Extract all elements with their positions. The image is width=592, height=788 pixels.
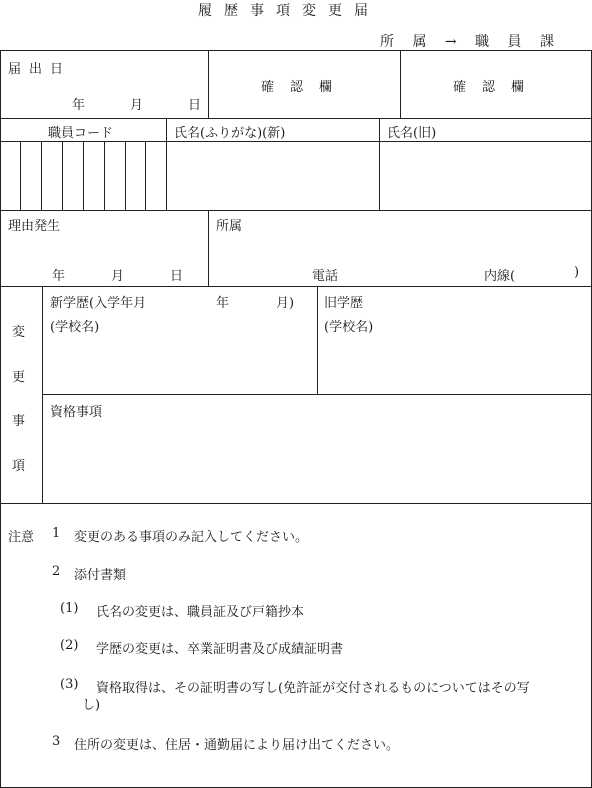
submission-date-label: 届出日 bbox=[8, 62, 72, 77]
changes-side-label-3: 事 bbox=[12, 414, 26, 429]
note-2-number: 2 bbox=[52, 564, 61, 579]
new-education-year-label: 年 bbox=[216, 296, 230, 311]
subnote-1-text: 氏名の変更は、職員証及び戸籍抄本 bbox=[96, 605, 305, 620]
staff-code-label: 職員コード bbox=[48, 126, 114, 141]
subnote-3-number: (3) bbox=[60, 677, 79, 692]
new-school-name-label: (学校名) bbox=[50, 320, 100, 335]
reason-year-label: 年 bbox=[52, 269, 66, 284]
confirm-column-1: 確認欄 bbox=[261, 80, 349, 95]
extension-close: ) bbox=[574, 265, 580, 280]
notes-lead: 注意 bbox=[8, 530, 35, 545]
confirm-column-2: 確認欄 bbox=[453, 80, 541, 95]
form-title: 履歴事項変更届 bbox=[198, 3, 380, 19]
old-school-name-label: (学校名) bbox=[324, 320, 374, 335]
name-new-label: 氏名(ふりがな)(新) bbox=[174, 126, 286, 141]
qualifications-label: 資格事項 bbox=[50, 405, 103, 420]
note-1-text: 変更のある事項のみ記入してください。 bbox=[74, 530, 309, 545]
name-old-label: 氏名(旧) bbox=[387, 126, 437, 141]
extension-label: 内線( bbox=[484, 269, 516, 284]
subnote-2-number: (2) bbox=[60, 638, 79, 653]
reason-month-label: 月 bbox=[111, 269, 125, 284]
routing-line: 所 属 → 職 員 課 bbox=[380, 34, 561, 50]
new-education-month-label: 月) bbox=[276, 296, 295, 311]
new-education-label: 新学歴(入学年月 bbox=[50, 296, 147, 311]
subnote-3-text: 資格取得は、その証明書の写し(免許証が交付されるものについてはその写 bbox=[96, 681, 530, 696]
phone-label: 電話 bbox=[312, 269, 339, 284]
affiliation-label: 所属 bbox=[216, 219, 243, 234]
subnote-2-text: 学歴の変更は、卒業証明書及び成績証明書 bbox=[96, 642, 344, 657]
submission-year-label: 年 bbox=[72, 98, 86, 113]
note-2-text: 添付書類 bbox=[74, 568, 127, 583]
submission-month-label: 月 bbox=[130, 98, 144, 113]
submission-day-label: 日 bbox=[188, 98, 202, 113]
changes-side-label-1: 変 bbox=[12, 325, 26, 340]
reason-day-label: 日 bbox=[170, 269, 184, 284]
reason-label: 理由発生 bbox=[8, 219, 61, 234]
changes-side-label-4: 項 bbox=[12, 459, 26, 474]
note-3-text: 住所の変更は、住居・通勤届により届け出てください。 bbox=[74, 738, 400, 753]
note-1-number: 1 bbox=[52, 526, 61, 541]
subnote-3-continuation: し) bbox=[82, 698, 101, 713]
note-3-number: 3 bbox=[52, 734, 61, 749]
subnote-1-number: (1) bbox=[60, 601, 79, 616]
changes-side-label-2: 更 bbox=[12, 370, 26, 385]
old-education-label: 旧学歴 bbox=[324, 296, 364, 311]
